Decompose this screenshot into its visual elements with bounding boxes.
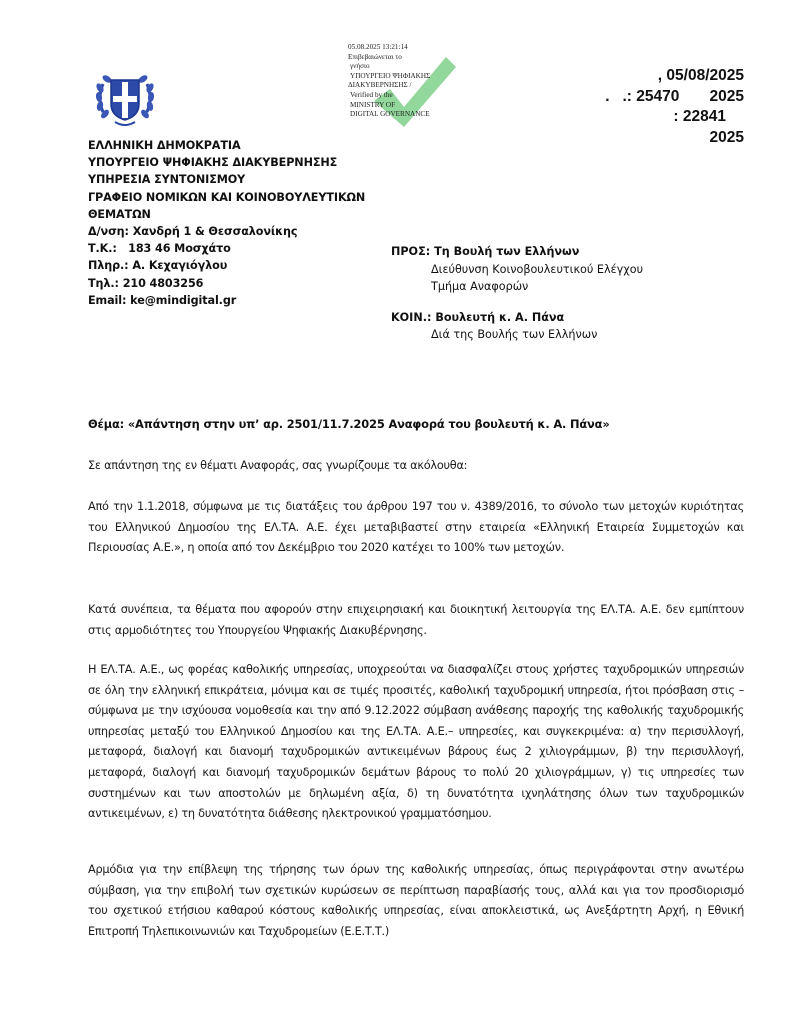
recipient-cc: ΚΟΙΝ.: Βουλευτή κ. Α. Πάνα: [391, 310, 565, 324]
greek-coat-of-arms-icon: [93, 66, 157, 130]
document-date: , 05/08/2025: [657, 67, 744, 84]
recipient-to-line: Διεύθυνση Κοινοβουλευτικού Ελέγχου: [431, 262, 644, 276]
stamp-line: Verified by the: [350, 90, 393, 99]
stamp-line: ΔΙΑΚΥΒΕΡΝΗΣΗΣ /: [348, 81, 412, 90]
protocol-block: [605, 66, 744, 148]
sender-line: ΥΠΟΥΡΓΕΙΟ ΨΗΦΙΑΚΗΣ ΔΙΑΚΥΒΕΡΝΗΣΗΣ: [88, 156, 338, 170]
stamp-line: MINISTRY OF: [350, 100, 396, 109]
body-paragraph: Σε απάντηση της εν θέματι Αναφοράς, σας γνωρίζουμε τα ακόλουθα:: [88, 459, 468, 472]
sender-line: ΥΠΗΡΕΣΙΑ ΣΥΝΤΟΝΙΣΜΟΥ: [88, 173, 246, 187]
sender-address: Δ/νση: Χανδρή 1 & Θεσσαλονίκης: [88, 225, 298, 239]
stamp-line: DIGITAL GOVERNANCE: [350, 110, 430, 119]
protocol-number: . .: 25470 2025: [605, 87, 744, 105]
sender-line: ΘΕΜΑΤΩΝ: [88, 207, 151, 221]
recipient-to: ΠΡΟΣ: Τη Βουλή των Ελλήνων: [391, 245, 580, 258]
sender-phone: Τηλ.: 210 4803256: [88, 276, 204, 290]
body-paragraph: Από την 1.1.2018, σύμφωνα με τις διατάξεις του άρθρου 197 του ν. 4389/2016, το σύνολο των μετοχών κυριότητας του Ελληνικού Δημοσίου της ΕΛ.ΤΑ. Α.Ε. έχει μεταβιβαστεί στην εταιρεία «Ελληνική Εταιρεία Συμμετοχών και Περιουσίας Α.Ε.», η οποία από τον Δεκέμβριο του 2020 κατέχει το 100% των μετοχών.: [88, 500, 744, 555]
sender-contact: Πληρ.: Α. Κεχαγιόγλου: [88, 259, 228, 273]
body-paragraph: Κατά συνέπεια, τα θέματα που αφορούν στην επιχειρησιακή και διοικητική λειτουργία της ΕΛ.ΤΑ. Α.Ε. δεν εμπίπτουν στις αρμοδιότητες του Υπουργείου Ψηφιακής Διακυβέρνησης.: [88, 603, 744, 637]
protocol-year: 2025: [709, 128, 744, 146]
digital-signature-stamp: [348, 43, 468, 129]
sender-line: ΕΛΛΗΝΙΚΗ ΔΗΜΟΚΡΑΤΙΑ: [88, 139, 241, 152]
sender-line: ΓΡΑΦΕΙΟ ΝΟΜΙΚΩΝ ΚΑΙ ΚΟΙΝΟΒΟΥΛΕΥΤΙΚΩΝ: [88, 190, 366, 204]
protocol-number-secondary: : 22841: [673, 108, 726, 125]
stamp-line: γνήσιο: [350, 62, 370, 71]
sender-email: Email: ke@mindigital.gr: [88, 293, 237, 307]
recipient-cc-line: Διά της Βουλής των Ελλήνων: [431, 328, 598, 342]
subject-line: Θέμα: «Απάντηση στην υπ’ αρ. 2501/11.7.2025 Αναφορά του βουλευτή κ. Α. Πάνα»: [88, 417, 610, 431]
sender-block: [88, 137, 365, 309]
body-paragraph: Η ΕΛ.ΤΑ. Α.Ε., ως φορέας καθολικής υπηρεσίας, υποχρεούται να διασφαλίζει στους χρήστες ταχυδρομικών υπηρεσιών σε όλη την ελληνική επικράτεια, μόνιμα και σε τιμές προσιτές, καθολική ταχυδρομική υπηρεσία, ήτοι πρόσβαση στις –σύμφωνα με την ισχύουσα νομοθεσία και την από 9.12.2022 σύμβαση ανάθεσης παροχής της καθολικής ταχυδρομικής υπηρεσίας μεταξύ του Ελληνικού Δημοσίου και της ΕΛ.ΤΑ. Α.Ε.– υπηρεσίες, και συγκεκριμένα: α) την περισυλλογή, μεταφορά, διαλογή και διανομή ταχυδρομικών αντικειμένων βάρους έως 2 χιλιογράμμων, β) την περισυλλογή, μεταφορά, διαλογή και διανομή ταχυδρομικών δεμάτων βάρους το πολύ 20 χιλιογράμμων, γ) τις υπηρεσίες των συστημένων και των αποστολών με δηλωμένη αξία, δ) τη δυνατότητα ιχνηλάτησης όλων των ταχυδρομικών αντικειμένων, ε) τη δυνατότητα διάθεσης ηλεκτρονικού γραμματόσημου.: [88, 663, 744, 821]
sender-postal-code: Τ.Κ.: 183 46 Μοσχάτο: [88, 242, 231, 256]
recipients-block: [391, 243, 643, 344]
body-paragraph: Αρμόδια για την επίβλεψη της τήρησης των όρων της καθολικής υπηρεσίας, όπως περιγράφονται στην ανωτέρω σύμβαση, για την επιβολή των σχετικών κυρώσεων σε περίπτωση παραβίασής τους, αλλά και για τον προσδιορισμό του σχετικού ετήσιου καθαρού κόστους καθολικής υπηρεσίας, είναι αποκλειστικά, ως Ανεξάρτητη Αρχή, η Εθνική Επιτροπή Τηλεπικοινωνιών και Ταχυδρομείων (Ε.Ε.Τ.Τ.): [88, 863, 744, 938]
stamp-line: ΥΠΟΥΡΓΕΙΟ ΨΗΦΙΑΚΗΣ: [350, 71, 431, 80]
stamp-timestamp: 05.08.2025 13:21:14: [348, 43, 408, 51]
stamp-line: Επιβεβαιώνεται το: [348, 52, 402, 61]
recipient-to-line: Τμήμα Αναφορών: [431, 280, 529, 294]
